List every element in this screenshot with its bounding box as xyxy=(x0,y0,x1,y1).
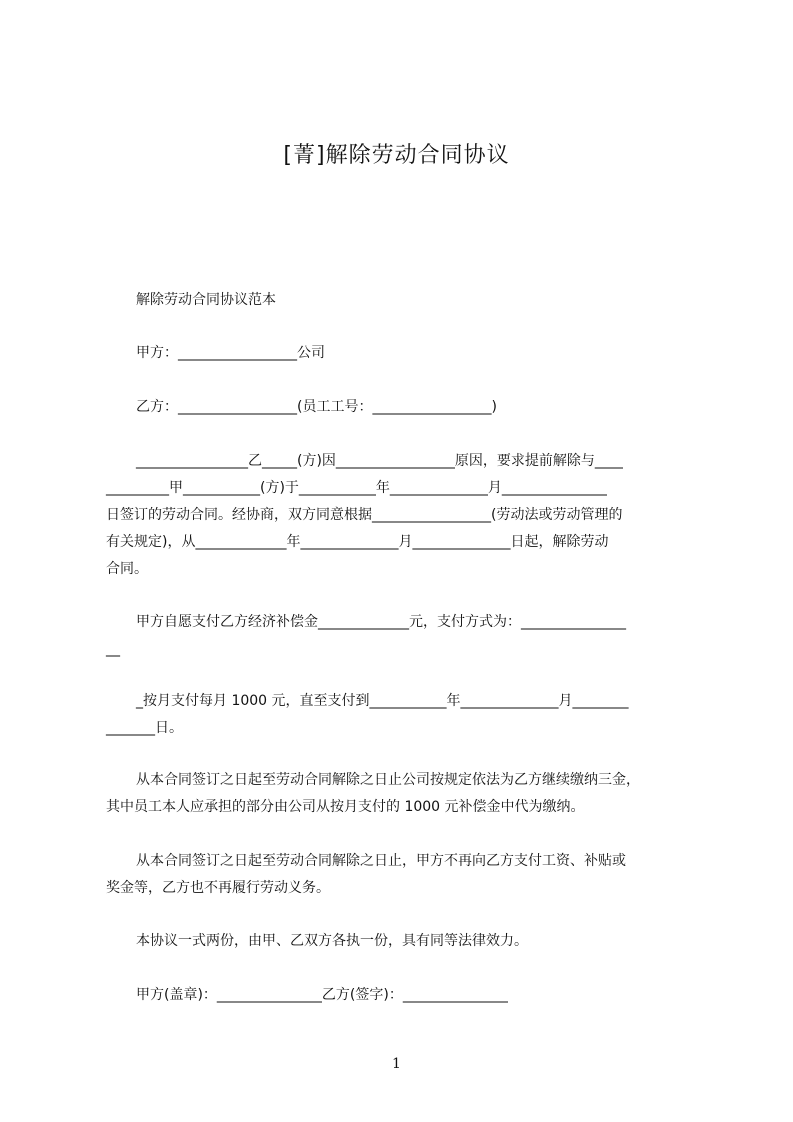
paragraph-3-line: _按月支付每月 1000 元，直至支付到___________年______________月________ xyxy=(136,693,629,709)
paragraph-1-line: 有关规定)，从_____________年______________月______________日起，解除劳动 xyxy=(106,534,609,550)
paragraph-5-line: 从本合同签订之日起至劳动合同解除之日止，甲方不再向乙方支付工资、补贴或 xyxy=(136,853,626,869)
paragraph-6-line: 本协议一式两份，由甲、乙双方各执一份，具有同等法律效力。 xyxy=(136,933,528,949)
signature-line: 甲方(盖章)：_______________乙方(签字)：_______________ xyxy=(136,987,508,1003)
paragraph-4-line: 其中员工本人应承担的部分由公司从按月支付的 1000 元补偿金中代为缴纳。 xyxy=(106,799,585,815)
document-title: [菁]解除劳动合同协议 xyxy=(283,143,510,168)
paragraph-5-line: 奖金等，乙方也不再履行劳动义务。 xyxy=(106,880,330,896)
paragraph-3-line: _______日。 xyxy=(106,720,183,736)
paragraph-4-line: 从本合同签订之日起至劳动合同解除之日止公司按规定依法为乙方继续缴纳三金， xyxy=(136,772,640,788)
party-b-line: 乙方：_________________(员工工号：_________________) xyxy=(136,399,497,415)
subtitle: 解除劳动合同协议范本 xyxy=(136,292,276,308)
paragraph-1-line: 日签订的劳动合同。经协商，双方同意根据_________________(劳动法或劳动管理的 xyxy=(106,507,623,523)
party-a-line: 甲方：_________________公司 xyxy=(136,345,325,361)
paragraph-2-line: 甲方自愿支付乙方经济补偿金_____________元，支付方式为：_______________ xyxy=(136,614,626,630)
paragraph-2-line: __ xyxy=(106,641,120,657)
paragraph-1-line: _________甲___________(方)于___________年______________月_______________ xyxy=(106,480,607,496)
paragraph-1-line: 合同。 xyxy=(106,561,148,577)
page-number: 1 xyxy=(392,1056,401,1072)
paragraph-1-line: ________________乙_____(方)因_________________原因，要求提前解除与____ xyxy=(136,453,623,469)
